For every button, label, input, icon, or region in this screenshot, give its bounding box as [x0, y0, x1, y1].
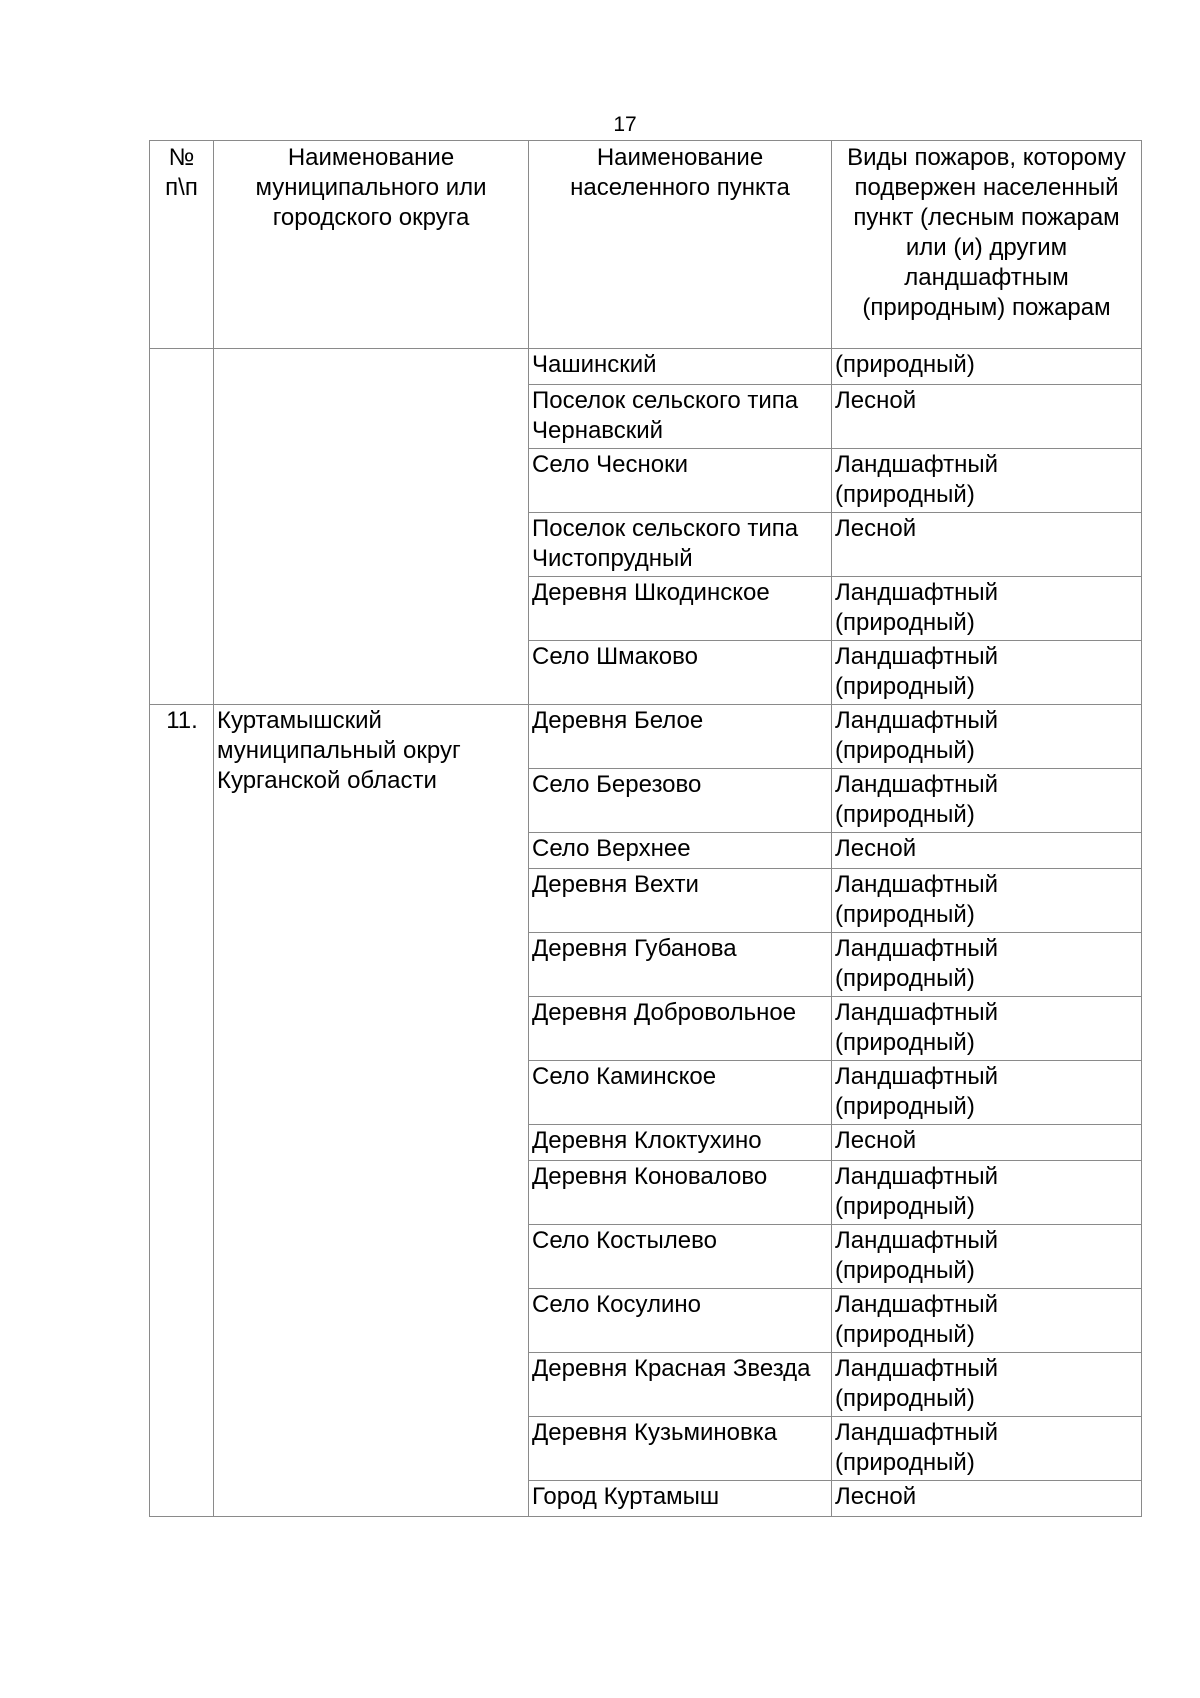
page-number: 17 — [613, 113, 637, 136]
settlement-cell: Деревня Шкодинское — [529, 577, 832, 641]
table-row — [150, 705, 1142, 769]
number-cell-empty — [150, 349, 214, 705]
table-header-row — [150, 141, 1142, 349]
settlement-cell: Село Березово — [529, 769, 832, 833]
fire-type-cell: Ландшафтный (природный) — [832, 1289, 1142, 1353]
fire-type-cell: Ландшафтный (природный) — [832, 933, 1142, 997]
table-row — [150, 349, 1142, 385]
district-name: Куртамышский муниципальный округ Курганской области — [214, 705, 529, 1517]
fire-type-cell: Ландшафтный (природный) — [832, 1061, 1142, 1125]
fire-type-cell: Ландшафтный (природный) — [832, 1353, 1142, 1417]
settlement-cell: Поселок сельского типа Чернавский — [529, 385, 832, 449]
settlement-cell: Деревня Добровольное — [529, 997, 832, 1061]
settlement-cell: Село Шмаково — [529, 641, 832, 705]
header-number: № п\п — [150, 141, 214, 349]
district-cell-empty — [214, 349, 529, 705]
settlement-cell: Село Верхнее — [529, 833, 832, 869]
settlement-cell: Деревня Губанова — [529, 933, 832, 997]
fire-type-cell: Лесной — [832, 513, 1142, 577]
fire-type-cell: Ландшафтный (природный) — [832, 641, 1142, 705]
fire-type-cell: (природный) — [832, 349, 1142, 385]
header-district: Наименование муниципального или городского округа — [214, 141, 529, 349]
fire-type-cell: Ландшафтный (природный) — [832, 769, 1142, 833]
settlement-cell: Село Каминское — [529, 1061, 832, 1125]
fire-type-cell: Ландшафтный (природный) — [832, 1417, 1142, 1481]
settlement-cell: Деревня Вехти — [529, 869, 832, 933]
settlement-cell: Деревня Белое — [529, 705, 832, 769]
fire-type-cell: Ландшафтный (природный) — [832, 1161, 1142, 1225]
settlement-cell: Село Чесноки — [529, 449, 832, 513]
fire-type-cell: Лесной — [832, 833, 1142, 869]
fire-type-cell: Ландшафтный (природный) — [832, 869, 1142, 933]
settlement-cell: Деревня Коновалово — [529, 1161, 832, 1225]
fire-type-cell: Лесной — [832, 1125, 1142, 1161]
settlement-cell: Деревня Красная Звезда — [529, 1353, 832, 1417]
fire-type-cell: Ландшафтный (природный) — [832, 997, 1142, 1061]
fire-type-cell: Ландшафтный (природный) — [832, 705, 1142, 769]
row-number: 11. — [150, 705, 214, 1517]
settlement-cell: Деревня Клоктухино — [529, 1125, 832, 1161]
settlement-cell: Город Куртамыш — [529, 1481, 832, 1517]
fire-type-cell: Ландшафтный (природный) — [832, 577, 1142, 641]
settlement-cell: Поселок сельского типа Чистопрудный — [529, 513, 832, 577]
fire-type-cell: Ландшафтный (природный) — [832, 449, 1142, 513]
fire-type-cell: Ландшафтный (природный) — [832, 1225, 1142, 1289]
settlement-cell: Село Косулино — [529, 1289, 832, 1353]
settlement-cell: Чашинский — [529, 349, 832, 385]
settlements-fire-table — [149, 140, 1142, 1517]
settlement-cell: Деревня Кузьминовка — [529, 1417, 832, 1481]
header-settlement: Наименование населенного пункта — [529, 141, 832, 349]
settlement-cell: Село Костылево — [529, 1225, 832, 1289]
fire-type-cell: Лесной — [832, 1481, 1142, 1517]
header-fire-type: Виды пожаров, которому подвержен населенный пункт (лесным пожарам или (и) другим ландшафтным (природным) пожарам — [832, 141, 1142, 349]
fire-type-cell: Лесной — [832, 385, 1142, 449]
